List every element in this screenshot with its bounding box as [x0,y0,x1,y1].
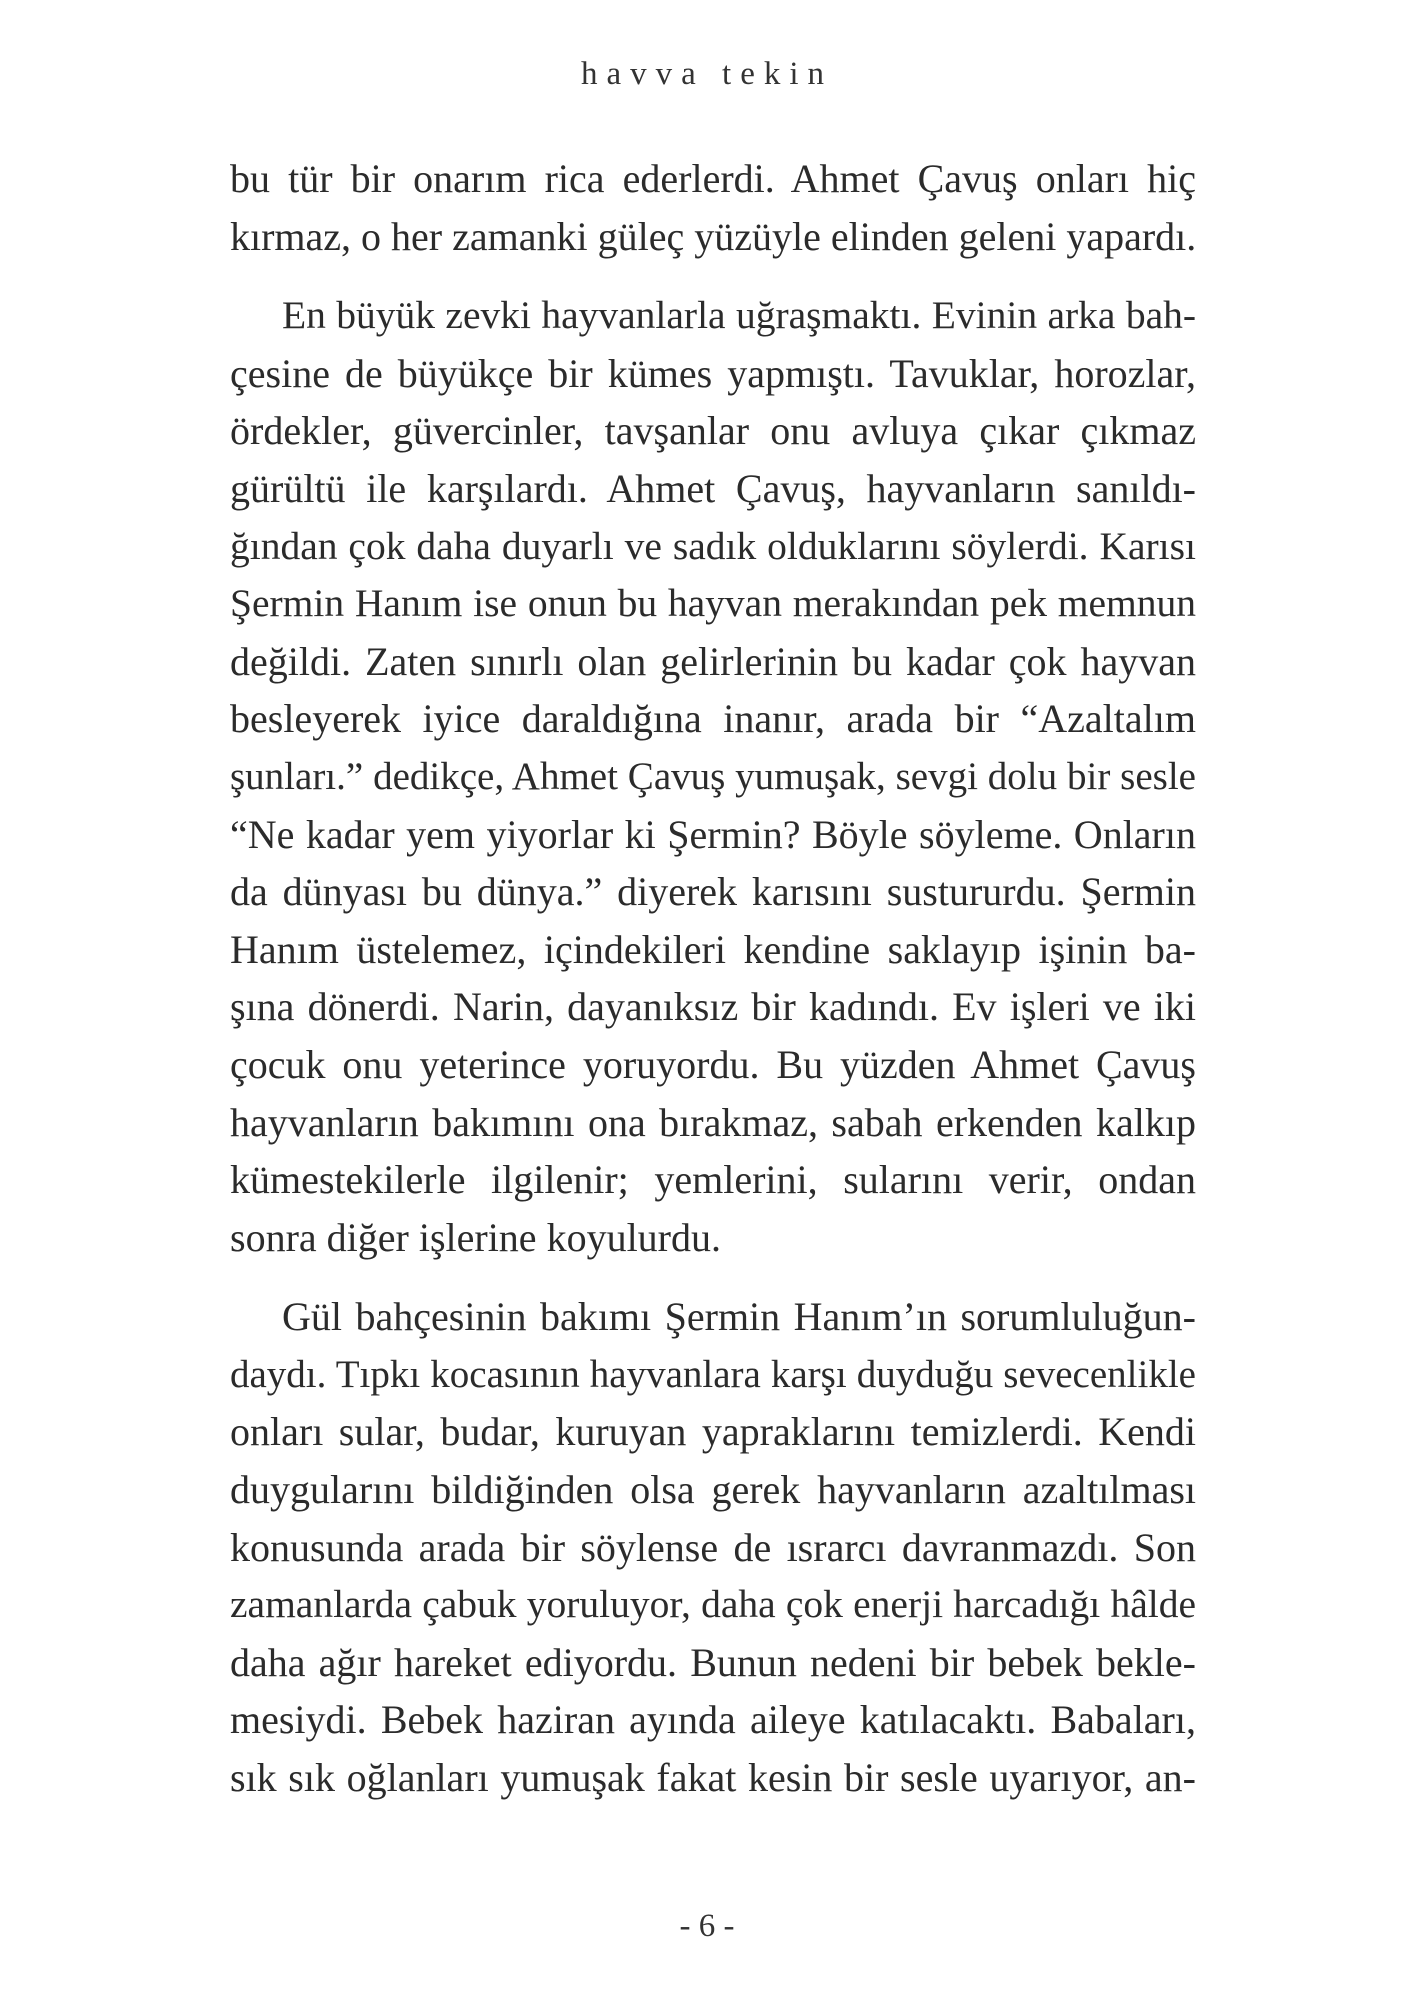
text-line: daydı. Tıpkı kocasının hayvanlara karşı duyduğu sevecenlikle [230,1352,1196,1396]
text-line: Hanım üstelemez, içindekileri kendine saklayıp işinin ba- [230,926,1196,972]
text-line: sonra diğer işlerine koyulurdu. [230,1214,721,1260]
text-line: kümestekilerle ilgilenir; yemlerini, sularını verir, ondan [230,1157,1196,1203]
paragraph-1 [230,150,1196,265]
text-line: değildi. Zaten sınırlı olan gelirlerinin bu kadar çok hayvan [230,638,1196,684]
text-line: çocuk onu yeterince yoruyordu. Bu yüzden Ahmet Çavuş [230,1041,1196,1087]
text-line: gürültü ile karşılardı. Ahmet Çavuş, hayvanların sanıldı- [230,465,1196,511]
text-line: bu tür bir onarım rica ederlerdi. Ahmet Çavuş onları hiç [230,156,1196,201]
text-line: şına dönerdi. Narin, dayanıksız bir kadındı. Ev işleri ve iki [230,984,1196,1030]
text-line: Gül bahçesinin bakımı Şermin Hanım’ın sorumluluğun- [282,1294,1196,1340]
text-line: kırmaz, o her zamanki güleç yüzüyle elinden geleni yapardı. [230,213,1197,259]
text-line: En büyük zevki hayvanlarla uğraşmaktı. Evinin arka bah- [282,293,1196,338]
text-line: zamanlarda çabuk yoruluyor, daha çok enerji harcadığı hâlde [230,1582,1196,1627]
paragraph-2 [230,287,1196,1266]
text-line: ğından çok daha duyarlı ve sadık olduklarını söylerdi. Karısı [230,523,1196,568]
paragraph-3 [230,1288,1196,1806]
text-line: daha ağır hareket ediyordu. Bunun nedeni bir bebek bekle- [230,1639,1196,1685]
page-body [230,150,1196,1807]
running-header: havva tekin [580,56,834,92]
text-line: çesine de büyükçe bir kümes yapmıştı. Tavuklar, horozlar, [230,350,1196,396]
text-line: onları sular, budar, kuruyan yapraklarını temizlerdi. Kendi [230,1409,1196,1455]
text-line: mesiydi. Bebek haziran ayında aileye katılacaktı. Babaları, [230,1697,1196,1743]
text-line: da dünyası bu dünya.” diyerek karısını sustururdu. Şermin [230,869,1196,915]
page-number: - 6 - [679,1908,735,1944]
text-line: besleyerek iyice daraldığına inanır, arada bir “Azaltalım [230,696,1196,742]
text-line: şunları.” dedikçe, Ahmet Çavuş yumuşak, sevgi dolu bir sesle [230,754,1196,798]
text-line: sık sık oğlanları yumuşak fakat kesin bir sesle uyarıyor, an- [230,1755,1196,1801]
text-line: ördekler, güvercinler, tavşanlar onu avluya çıkar çıkmaz [230,408,1196,454]
text-line: hayvanların bakımını ona bırakmaz, sabah erkenden kalkıp [230,1099,1196,1145]
text-line: Şermin Hanım ise onun bu hayvan merakından pek memnun [230,581,1196,626]
text-line: konusunda arada bir söylense de ısrarcı davranmazdı. Son [230,1524,1196,1570]
text-line: duygularını bildiğinden olsa gerek hayvanların azaltılması [230,1467,1196,1513]
text-line: “Ne kadar yem yiyorlar ki Şermin? Böyle söyleme. Onların [230,811,1196,857]
